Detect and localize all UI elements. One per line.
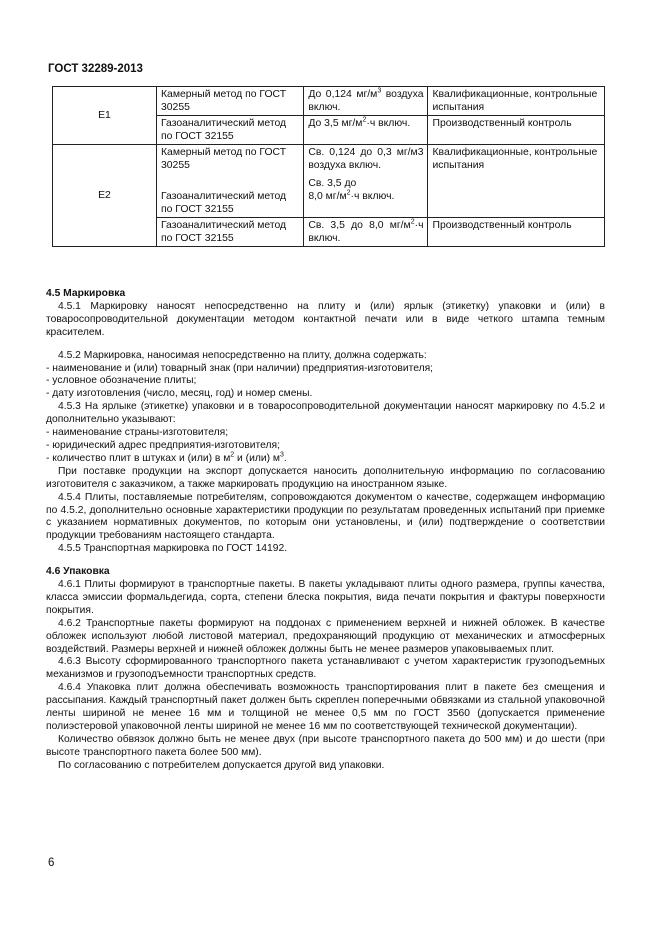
list-item: - юридический адрес предприятия-изготовителя; xyxy=(46,439,280,451)
emission-class-table xyxy=(52,86,605,247)
paragraph-4-6-3: 4.6.3 Высоту сформированного транспортного пакета устанавливают с учетом характеристик грузоподъемных механизмов и грузоподъемности транспортных средств. xyxy=(46,656,605,681)
paragraph-4-6-2: 4.6.2 Транспортные пакеты формируют на поддонах с применением верхней и нижней обложек. В качестве обложек используют любой листовой материал, предохраняющий продукцию от механических и атмосферных воздействий. Размеры верхней и нижней обложек должны быть не менее размеров упаковываемых плит. xyxy=(46,617,605,655)
paragraph-4-5-2: 4.5.2 Маркировка, наносимая непосредственно на плиту, должна содержать: xyxy=(58,349,427,361)
method-cell: Газоаналитический метод по ГОСТ 32155 xyxy=(156,116,303,145)
class-cell-e2: Е2 xyxy=(53,145,157,247)
paragraph-4-5-3: 4.5.3 На ярлыке (этикетке) упаковки и в товаросопроводительной документации наносят маркировку по 4.5.2 и дополнительно указывают: xyxy=(46,401,605,426)
table-row xyxy=(53,87,605,116)
paragraph-strap-count: Количество обвязок должно быть не менее двух (при высоте транспортного пакета до 500 мм) и до шести (при высоте транспортного пакета более 500 мм). xyxy=(46,733,605,758)
paragraph-other-packaging: По согласованию с потребителем допускается другой вид упаковки. xyxy=(58,759,385,771)
purpose-cell: Квалификационные, контрольные испытания xyxy=(428,87,605,116)
value-cell: До 0,124 $мг/м^3$ воздуха включ. xyxy=(304,87,428,116)
value-cell: Св. 3,5 до 8,0 $мг/м^2\cdot ч$ включ. xyxy=(304,218,428,247)
paragraph-4-6-4: 4.6.4 Упаковка плит должна обеспечивать возможность транспортирования плит в пакете без смещения и рассыпания. Каждый транспортный пакет должен быть скреплен поперечными обвязками из стальной упаковочной ленты шириной не менее 16 мм и толщиной не менее 0,5 мм по ГОСТ 3560 (допускается применение полиэстеровой упаковочной ленты шириной не менее 16 мм по соответствующей технической документации). xyxy=(46,682,605,732)
document-header: ГОСТ 32289-2013 xyxy=(48,63,143,75)
value-cell: Св. 0,124 до 0,3 мг/м3 воздуха включ. Св. 3,5 до 8,0 $мг/м^2\cdot ч$ включ. xyxy=(304,145,428,218)
purpose-cell: Производственный контроль xyxy=(428,218,605,247)
method-cell: Камерный метод по ГОСТ 30255 Газоаналитический метод по ГОСТ 32155 xyxy=(156,145,303,218)
list-item: - наименование и (или) товарный знак (при наличии) предприятия-изготовителя; xyxy=(46,362,434,374)
paragraph-4-5-1: 4.5.1 Маркировку наносят непосредственно на плиту и (или) ярлык (этикетку) упаковки и (или) в товаросопроводительной документации методом контактной печати или в виде четкого штампа темным красителем. xyxy=(46,300,605,338)
class-cell-e1: Е1 xyxy=(53,87,157,145)
section-heading-packaging: 4.6 Упаковка xyxy=(46,566,110,578)
paragraph-4-5-4: 4.5.4 Плиты, поставляемые потребителям, сопровождаются документом о качестве, содержащем информацию по 4.5.2, дополнительно основные характеристики продукции по результатам проведенных испытаний при приемке с указанием нормативных документов, по которым они установлены, и (или) подтверждение о соответствии продукции требованиям настоящего стандарта. xyxy=(46,491,605,542)
paragraph-export: При поставке продукции на экспорт допускается наносить дополнительную информацию по согласованию изготовителя с заказчиком, а также маркировать продукцию на иностранном языке. xyxy=(46,465,605,490)
list-item: - количество плит в штуках и (или) в $м^2$ и (или) $м^3$. xyxy=(46,451,287,464)
section-heading-marking: 4.5 Маркировка xyxy=(46,288,126,299)
table-row xyxy=(53,145,605,218)
list-item: - условное обозначение плиты; xyxy=(46,375,197,387)
method-cell: Газоаналитический метод по ГОСТ 32155 xyxy=(156,218,303,247)
purpose-cell: Производственный контроль xyxy=(428,116,605,145)
method-cell: Камерный метод по ГОСТ 30255 xyxy=(156,87,303,116)
document-body xyxy=(46,288,605,773)
paragraph-4-6-1: 4.6.1 Плиты формируют в транспортные пакеты. В пакеты укладывают плиты одного размера, группы качества, класса эмиссии формальдегида, сорта, степени блеска покрытия, вида печати покрытия и фактуры поверхности покрытия. xyxy=(46,579,605,616)
list-item: - дату изготовления (число, месяц, год) и номер смены. xyxy=(46,388,313,400)
purpose-cell: Квалификационные, контрольные испытания xyxy=(428,145,605,218)
value-cell: До 3,5 $мг/м^2\cdot ч$ включ. xyxy=(304,116,428,145)
page-number: 6 xyxy=(48,857,55,869)
list-item: - наименование страны-изготовителя; xyxy=(46,427,229,439)
paragraph-4-5-5: 4.5.5 Транспортная маркировка по ГОСТ 14192. xyxy=(58,543,288,555)
